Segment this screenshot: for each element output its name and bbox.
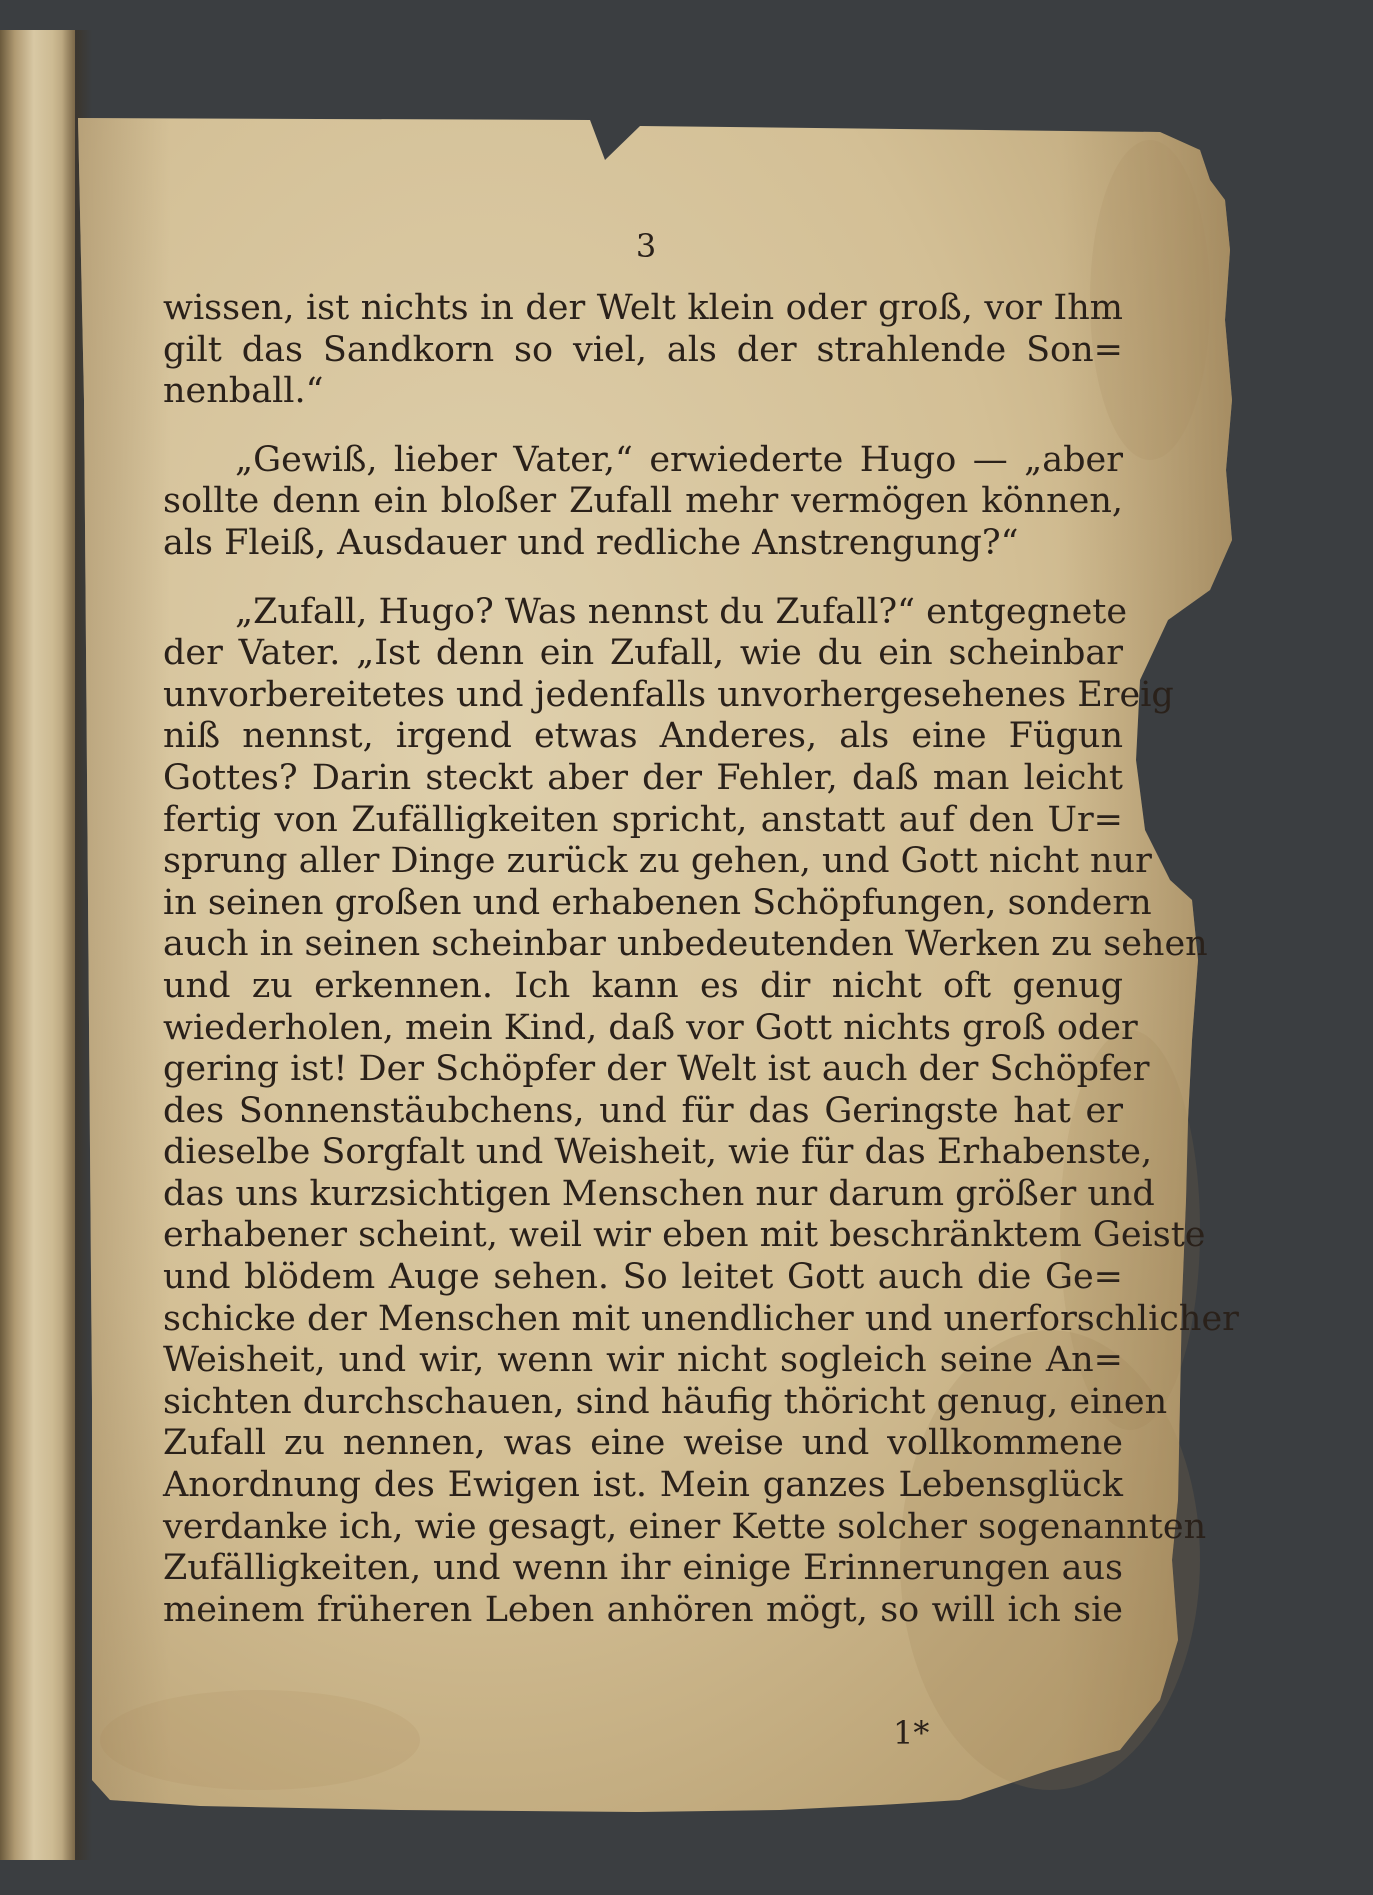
paragraph-2 [163,440,1123,565]
text-line: erhabener scheint, weil wir eben mit beschränktem Geiste [163,1215,1206,1256]
text-line: sprung aller Dinge zurück zu gehen, und Gott nicht nur [163,841,1152,882]
text-line: auch in seinen scheinbar unbedeutenden Werken zu sehen [163,924,1208,965]
text-line: Anordnung des Ewigen ist. Mein ganzes Lebensglück [163,1465,1123,1506]
text-line: schicke der Menschen mit unendlicher und unerforschlicher [163,1298,1239,1339]
text-line: gering ist! Der Schöpfer der Welt ist auch der Schöpfer [163,1049,1150,1090]
text-line: unvorbereitetes und jedenfalls unvorhergesehenes Ereig [163,674,1174,715]
stain [100,1690,420,1790]
text-line: verdanke ich, wie gesagt, einer Kette solcher sogenannten [163,1506,1207,1547]
text-line: als Fleiß, Ausdauer und redliche Anstrengung?“ [163,522,1019,563]
text-line: des Sonnenstäubchens, und für das Geringste hat er [163,1090,1123,1131]
paragraph-3 [163,591,1239,1632]
text-line: der Vater. „Ist denn ein Zufall, wie du ein scheinbar [163,633,1123,674]
text-line: in seinen großen und erhabenen Schöpfungen, sondern [163,882,1152,923]
text-line: meinem früheren Leben anhören mögt, so will ich sie [163,1589,1123,1630]
text-line: „Zufall, Hugo? Was nennst du Zufall?“ entgegnete [235,591,1128,632]
text-line: Gottes? Darin steckt aber der Fehler, daß man leicht [163,757,1123,798]
text-line: dieselbe Sorgfalt und Weisheit, wie für das Erhabenste, [163,1132,1153,1173]
text-line: sollte denn ein bloßer Zufall mehr vermögen können, [163,481,1123,522]
text-line: das uns kurzsichtigen Menschen nur darum größer und [163,1173,1155,1214]
text-line: Zufall zu nennen, was eine weise und vollkommene [163,1423,1123,1464]
text-line: Zufälligkeiten, und wenn ihr einige Erinnerungen aus [163,1548,1123,1589]
paragraph-1 [163,288,1123,413]
signature-mark: 1* [893,1714,930,1752]
page-text [163,288,1239,1658]
text-line: niß nennst, irgend etwas Anderes, als eine Fügun [163,716,1123,757]
text-line: wissen, ist nichts in der Welt klein oder groß, vor Ihm [163,288,1123,328]
text-line: Weisheit, und wir, wenn wir nicht sogleich seine An= [163,1340,1123,1381]
text-line: gilt das Sandkorn so viel, als der strahlende Son= [163,329,1123,370]
text-line: „Gewiß, lieber Vater,“ erwiederte Hugo — „aber [235,439,1123,480]
text-line: wiederholen, mein Kind, daß vor Gott nichts groß oder [163,1007,1138,1048]
text-line: nenball.“ [163,371,324,412]
text-line: und zu erkennen. Ich kann es dir nicht oft genug [163,965,1123,1006]
page-number: 3 [635,227,657,265]
text-line: sichten durchschauen, sind häufig thöricht genug, einen [163,1381,1168,1422]
text-line: und blödem Auge sehen. So leitet Gott auch die Ge= [163,1257,1123,1298]
text-line: fertig von Zufälligkeiten spricht, anstatt auf den Ur= [163,799,1123,840]
